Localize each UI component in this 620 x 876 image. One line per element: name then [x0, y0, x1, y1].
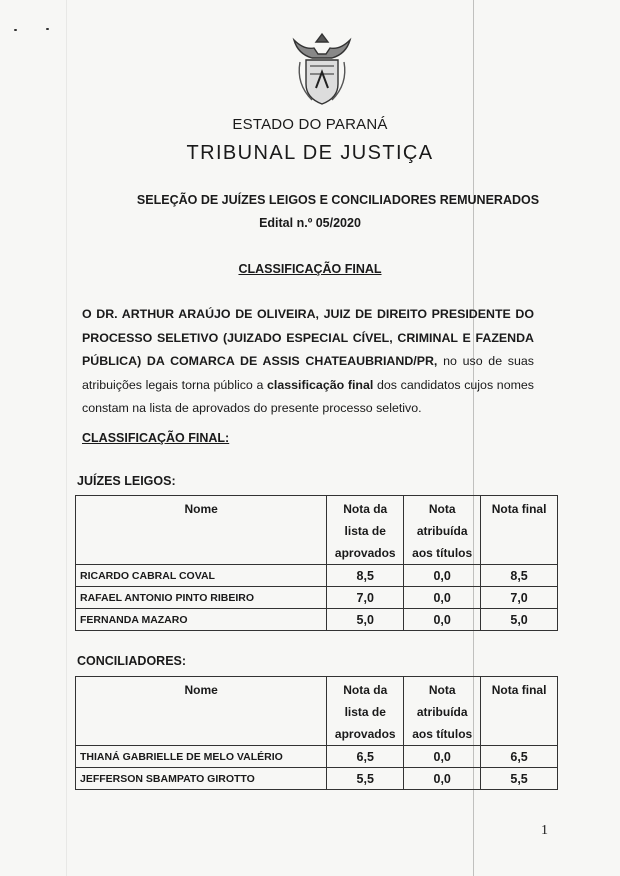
candidate-name: JEFFERSON SBAMPATO GIROTTO: [76, 768, 327, 790]
page-number: 1: [541, 823, 548, 838]
table-row: [76, 746, 558, 768]
final-classification-heading: CLASSIFICAÇÃO FINAL:: [82, 431, 230, 445]
list-score: 8,5: [327, 565, 404, 587]
title-score: 0,0: [404, 746, 481, 768]
title-score: 0,0: [404, 609, 481, 631]
table-row: [76, 587, 558, 609]
list-score: 7,0: [327, 587, 404, 609]
title-score: 0,0: [404, 565, 481, 587]
candidate-name: RICARDO CABRAL COVAL: [76, 565, 327, 587]
candidate-name: RAFAEL ANTONIO PINTO RIBEIRO: [76, 587, 327, 609]
table-header-row: [76, 496, 558, 565]
table-header-row: [76, 677, 558, 746]
header-name: Nome: [76, 496, 327, 565]
final-score: 8,5: [481, 565, 558, 587]
conciliators-heading: CONCILIADORES:: [77, 654, 187, 668]
paragraph-emphasis: classificação final: [267, 377, 374, 392]
header-title-score: Nota atribuída aos títulos: [404, 496, 481, 565]
paragraph-text: no uso de suas atribuições legais torna público a: [82, 354, 534, 392]
list-score: 5,0: [327, 609, 404, 631]
final-score: 5,5: [481, 768, 558, 790]
table-row: [76, 609, 558, 631]
header-list-score: Nota da lista de aprovados: [327, 496, 404, 565]
candidate-name: FERNANDA MAZARO: [76, 609, 327, 631]
court-name: TRIBUNAL DE JUSTIÇA: [186, 142, 434, 164]
header-final-score: Nota final: [481, 677, 558, 746]
header-final-score: Nota final: [481, 496, 558, 565]
paragraph-text-end: dos candidatos cujos nomes constam na lista de aprovados do presente processo seletivo.: [82, 377, 534, 416]
header-name: Nome: [76, 677, 327, 746]
header-list-score: Nota da lista de aprovados: [327, 677, 404, 746]
conciliators-table: [75, 676, 558, 790]
scan-speck: [14, 29, 17, 31]
list-score: 6,5: [327, 746, 404, 768]
header-title-score: Nota atribuída aos títulos: [404, 677, 481, 746]
title-score: 0,0: [404, 587, 481, 609]
state-name: ESTADO DO PARANÁ: [232, 116, 388, 133]
candidate-name: THIANÁ GABRIELLE DE MELO VALÉRIO: [76, 746, 327, 768]
edital-number: Edital n.º 05/2020: [259, 216, 361, 230]
title-score: 0,0: [404, 768, 481, 790]
judges-table: [75, 495, 558, 631]
parana-coat-of-arms-icon: [288, 28, 356, 110]
classification-heading: CLASSIFICAÇÃO FINAL: [238, 262, 382, 276]
selection-title: SELEÇÃO DE JUÍZES LEIGOS E CONCILIADORES REMUNERADOS: [136, 193, 540, 207]
paragraph-lead: O DR. ARTHUR ARAÚJO DE OLIVEIRA, JUIZ DE DIREITO PRESIDENTE DO PROCESSO SELETIVO (JUIZADO ESPECIAL CÍVEL, CRIMINAL E FAZENDA PÚBLICA) DA COMARCA DE ASSIS CHATEAUBRIAND/PR,: [82, 307, 534, 369]
scan-speck: [46, 28, 49, 30]
judges-heading: JUÍZES LEIGOS:: [77, 474, 176, 488]
table-row: [76, 565, 558, 587]
final-score: 6,5: [481, 746, 558, 768]
table-row: [76, 768, 558, 790]
list-score: 5,5: [327, 768, 404, 790]
final-score: 5,0: [481, 609, 558, 631]
announcement-paragraph: [82, 303, 534, 421]
final-score: 7,0: [481, 587, 558, 609]
